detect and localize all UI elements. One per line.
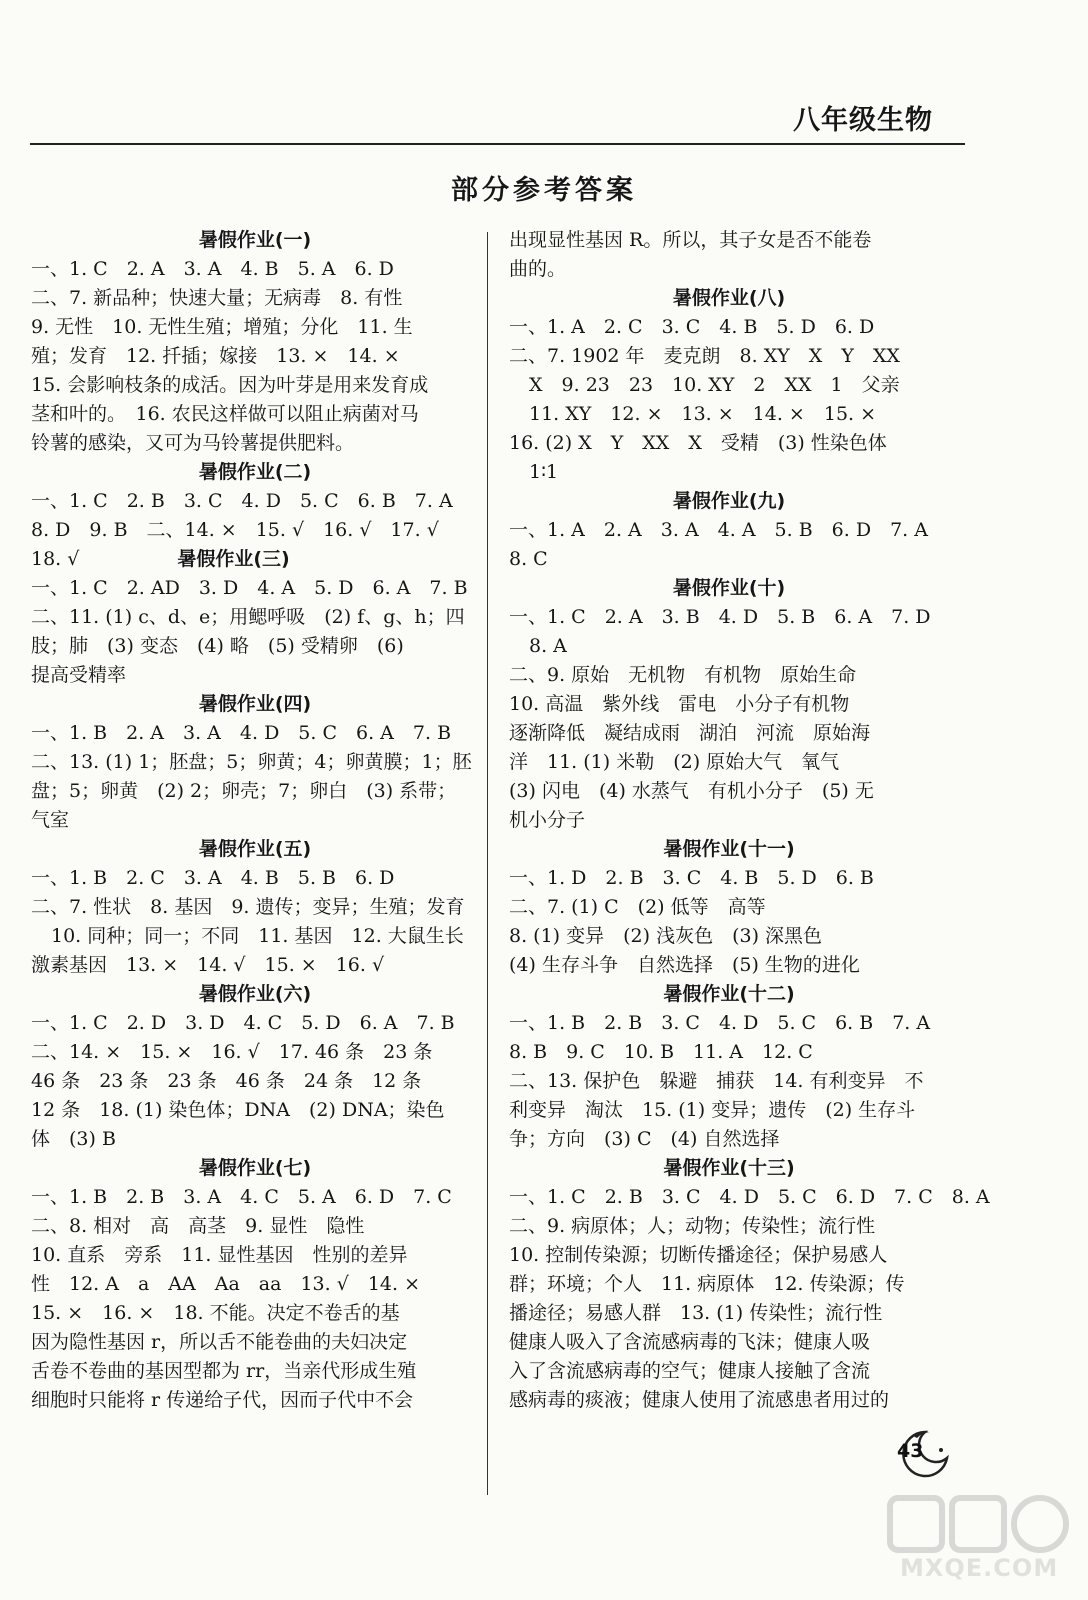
answer-line: 细胞时只能将 r 传递给子代，因而子代中不会 — [31, 1389, 414, 1411]
answer-line: 入了含流感病毒的空气；健康人接触了含流 — [509, 1360, 871, 1382]
answer-line: 12 条 18. (1) 染色体；DNA (2) DNA；染色 — [31, 1099, 445, 1121]
answer-line: 机小分子 — [509, 809, 586, 831]
answer-line: 舌卷不卷曲的基因型都为 rr，当亲代形成生殖 — [31, 1360, 417, 1382]
answer-line: 洋 11. (1) 米勒 (2) 原始大气 氧气 — [509, 751, 840, 773]
answer-line: 10. 直系 旁系 11. 显性基因 性别的差异 — [31, 1244, 408, 1266]
answer-line: 一、1. B 2. C 3. A 4. B 5. B 6. D — [31, 867, 395, 889]
section-heading: 暑假作业(十) — [672, 577, 786, 599]
section-heading: 暑假作业(十三) — [663, 1157, 795, 1179]
watermark-logo — [880, 1490, 1080, 1600]
answer-line: 一、1. C 2. B 3. C 4. D 5. C 6. D 7. C 8. A — [509, 1186, 990, 1208]
answer-line: 一、1. B 2. B 3. A 4. C 5. A 6. D 7. C — [31, 1186, 452, 1208]
answer-line: 一、1. A 2. C 3. C 4. B 5. D 6. D — [509, 316, 875, 338]
header-rule — [30, 143, 965, 145]
answer-line: 肢；肺 (3) 变态 (4) 略 (5) 受精卵 (6) — [31, 635, 404, 657]
section-heading: 暑假作业(八) — [672, 287, 786, 309]
answer-line: 二、9. 原始 无机物 有机物 原始生命 — [509, 664, 857, 686]
answer-line: 8. D 9. B 二、14. × 15. √ 16. √ 17. √ — [31, 519, 439, 541]
answer-line: 逐渐降低 凝结成雨 湖泊 河流 原始海 — [509, 722, 871, 744]
answer-line — [31, 545, 479, 574]
answer-stamp-icon — [880, 1490, 1080, 1560]
page-number-badge — [895, 1428, 955, 1478]
answer-text: 18. √ — [31, 548, 80, 570]
section-heading: 暑假作业(九) — [672, 490, 786, 512]
answer-line: 感病毒的痰液；健康人使用了流感患者用过的 — [509, 1389, 890, 1411]
answer-line: 体 (3) B — [31, 1128, 116, 1150]
answer-line: 一、1. B 2. B 3. C 4. D 5. C 6. B 7. A — [509, 1012, 931, 1034]
answer-line: 二、14. × 15. × 16. √ 17. 46 条 23 条 — [31, 1041, 433, 1063]
answer-line: X 9. 23 23 10. XY 2 XX 1 父亲 — [529, 374, 900, 396]
section-heading: 暑假作业(六) — [198, 983, 312, 1005]
answer-line: 一、1. C 2. A 3. A 4. B 5. A 6. D — [31, 258, 394, 280]
answer-line: (4) 生存斗争 自然选择 (5) 生物的进化 — [509, 954, 860, 976]
answer-line: 8. (1) 变异 (2) 浅灰色 (3) 深黑色 — [509, 925, 823, 947]
answer-line: 二、7. 性状 8. 基因 9. 遗传；变异；生殖；发育 — [31, 896, 465, 918]
section-heading: 暑假作业(十一) — [663, 838, 795, 860]
answer-line: 殖；发育 12. 扦插；嫁接 13. × 14. × — [31, 345, 400, 367]
page-title: 部分参考答案 — [451, 175, 637, 206]
answer-line: 一、1. C 2. B 3. C 4. D 5. C 6. B 7. A — [31, 490, 453, 512]
answer-line: 二、7. (1) C (2) 低等 高等 — [509, 896, 766, 918]
answer-line: 15. × 16. × 18. 不能。决定不卷舌的基 — [31, 1302, 400, 1324]
answer-line: 盘；5；卵黄 (2) 2；卵壳；7；卵白 (3) 系带； — [31, 780, 457, 802]
answer-line: 一、1. C 2. AD 3. D 4. A 5. D 6. A 7. B — [31, 577, 468, 599]
answer-line: 一、1. B 2. A 3. A 4. D 5. C 6. A 7. B — [31, 722, 452, 744]
answer-line: 群；环境；个人 11. 病原体 12. 传染源；传 — [509, 1273, 905, 1295]
section-heading: 暑假作业(四) — [198, 693, 312, 715]
answer-line: 二、13. 保护色 躲避 捕获 14. 有利变异 不 — [509, 1070, 924, 1092]
answer-line: 播途径；易感人群 13. (1) 传染性；流行性 — [509, 1302, 883, 1324]
section-heading: 暑假作业(二) — [198, 461, 312, 483]
section-heading: 暑假作业(五) — [198, 838, 312, 860]
answer-line: 茎和叶的。 16. 农民这样做可以阻止病菌对马 — [31, 403, 419, 425]
answer-line: 因为隐性基因 r，所以舌不能卷曲的夫妇决定 — [31, 1331, 408, 1353]
answer-line: 利变异 淘汰 15. (1) 变异；遗传 (2) 生存斗 — [509, 1099, 916, 1121]
answer-line: 10. 控制传染源；切断传播途径；保护易感人 — [509, 1244, 888, 1266]
answer-line: 一、1. A 2. A 3. A 4. A 5. B 6. D 7. A — [509, 519, 928, 541]
answer-line: 一、1. C 2. A 3. B 4. D 5. B 6. A 7. D — [509, 606, 931, 628]
answer-line: 一、1. D 2. B 3. C 4. B 5. D 6. B — [509, 867, 874, 889]
answer-line: 二、7. 1902 年 麦克朗 8. XY X Y XX — [509, 345, 900, 367]
answer-line: 16. (2) X Y XX X 受精 (3) 性染色体 — [509, 432, 887, 454]
answer-line: 气室 — [31, 809, 70, 831]
left-answer-column — [31, 226, 479, 1415]
answer-line: 9. 无性 10. 无性生殖；增殖；分化 11. 生 — [31, 316, 413, 338]
page-number: 43 — [897, 1440, 924, 1462]
answer-line: 10. 同种；同一；不同 11. 基因 12. 大鼠生长 — [51, 925, 464, 947]
answer-line: 性 12. A a AA Aa aa 13. √ 14. × — [31, 1273, 420, 1295]
answer-line: 15. 会影响枝条的成活。因为叶芽是用来发育成 — [31, 374, 429, 396]
answer-line: 8. A — [529, 635, 567, 657]
answer-line: 1∶1 — [529, 461, 559, 483]
watermark-text: MXQE.COM — [900, 1554, 1059, 1582]
answer-line: 争；方向 (3) C (4) 自然选择 — [509, 1128, 780, 1150]
answer-line: 11. XY 12. × 13. × 14. × 15. × — [529, 403, 877, 425]
answer-line: 10. 高温 紫外线 雷电 小分子有机物 — [509, 693, 850, 715]
answer-line: 8. C — [509, 548, 548, 570]
answer-line: 8. B 9. C 10. B 11. A 12. C — [509, 1041, 813, 1063]
header-title: 八年级生物 — [793, 105, 933, 136]
answer-line: 提高受精率 — [31, 664, 127, 686]
section-heading: 暑假作业(十二) — [663, 983, 795, 1005]
answer-line: 46 条 23 条 23 条 46 条 24 条 12 条 — [31, 1070, 422, 1092]
column-divider — [487, 232, 488, 1495]
answer-line: 激素基因 13. × 14. √ 15. × 16. √ — [31, 954, 385, 976]
section-heading: 暑假作业(一) — [198, 229, 312, 251]
answer-line: 一、1. C 2. D 3. D 4. C 5. D 6. A 7. B — [31, 1012, 455, 1034]
answer-line: 二、7. 新品种；快速大量；无病毒 8. 有性 — [31, 287, 403, 309]
answer-line: 曲的。 — [509, 258, 567, 280]
answer-line: 二、9. 病原体；人；动物；传染性；流行性 — [509, 1215, 876, 1237]
section-heading: 暑假作业(三) — [177, 548, 290, 570]
section-heading: 暑假作业(七) — [198, 1157, 312, 1179]
answer-line: 出现显性基因 R。所以，其子女是否不能卷 — [509, 229, 872, 251]
answer-line: 健康人吸入了含流感病毒的飞沫；健康人吸 — [509, 1331, 871, 1353]
answer-line: 二、11. (1) c、d、e；用鳃呼吸 (2) f、g、h；四 — [31, 606, 465, 628]
answer-line: (3) 闪电 (4) 水蒸气 有机小分子 (5) 无 — [509, 780, 874, 802]
answer-line: 铃薯的感染，又可为马铃薯提供肥料。 — [31, 432, 355, 454]
answer-line: 二、13. (1) 1；胚盘；5；卵黄；4；卵黄膜；1；胚 — [31, 751, 472, 773]
answer-line: 二、8. 相对 高 高茎 9. 显性 隐性 — [31, 1215, 365, 1237]
right-answer-column — [509, 226, 990, 1415]
